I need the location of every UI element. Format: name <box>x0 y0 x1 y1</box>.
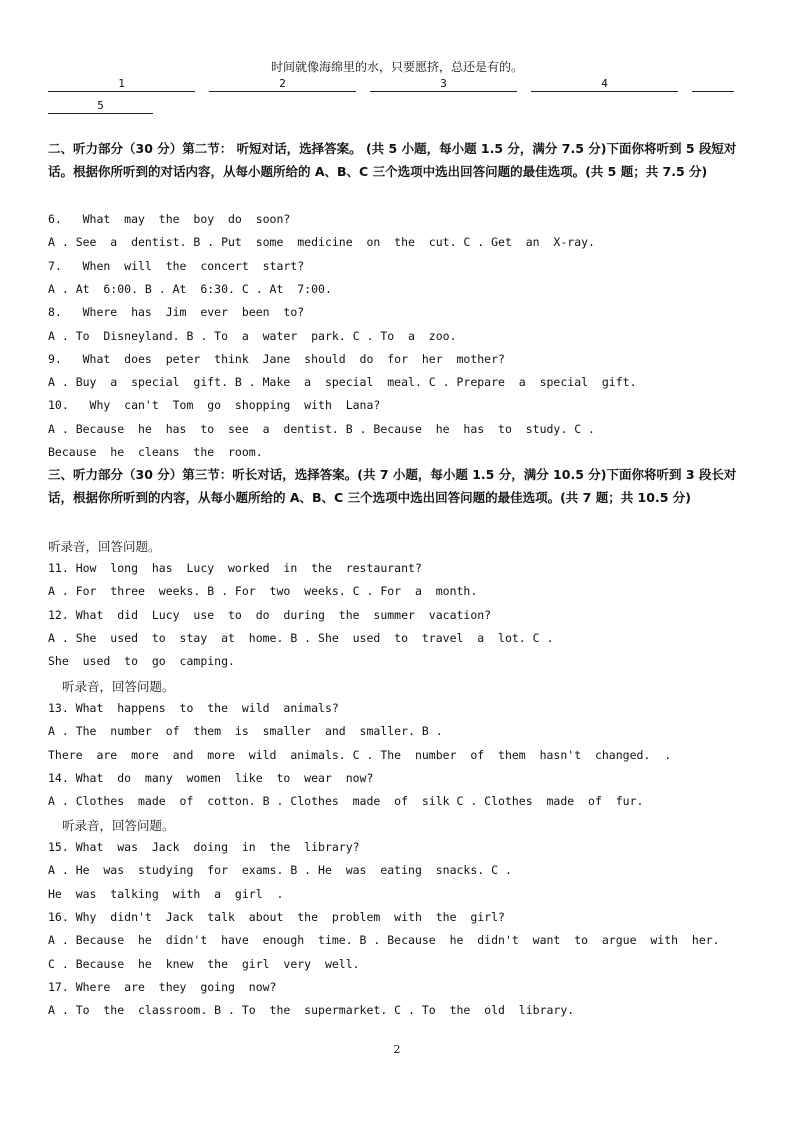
answer-blank-4-cont[interactable] <box>692 77 734 92</box>
answer-blank-2[interactable]: 2 <box>209 77 356 92</box>
question-line: 17. Where are they going now? <box>48 979 277 994</box>
question-line: There are more and more wild animals. C . The number of them hasn't changed. . <box>48 747 672 762</box>
question-line: A . Clothes made of cotton. B . Clothes made of silk C . Clothes made of fur. <box>48 794 644 809</box>
section-3-instructions: 三、听力部分（30 分）第三节：听长对话，选择答案。(共 7 小题，每小题 1.5 分，满分 10.5 分)下面你将听到 3 段长对话，根据你所听到的内容，从每小题所给的 A、B、C 三个选项中选出回答问题的最佳选项。(共 7 题；共 10.5 分) <box>48 467 737 505</box>
question-line: A . The number of them is smaller and smaller. B . <box>48 724 443 739</box>
question-line: A . Because he has to see a dentist. B . Because he has to study. C . <box>48 421 595 436</box>
question-line: He was talking with a girl . <box>48 886 284 901</box>
question-line: A . To Disneyland. B . To a water park. C . To a zoo. <box>48 328 457 343</box>
answer-blank-5[interactable]: 5 <box>48 99 153 114</box>
question-line: 8. Where has Jim ever been to? <box>48 305 305 320</box>
question-line: 9. What does peter think Jane should do for her mother? <box>48 351 505 366</box>
question-line: A . For three weeks. B . For two weeks. C . For a month. <box>48 584 478 599</box>
section-2-instructions: 二、听力部分（30 分）第二节： 听短对话，选择答案。 (共 5 小题，每小题 1.5 分，满分 7.5 分)下面你将听到 5 段短对话。根据你所听到的对话内容，从每小题所给的 A、B、C 三个选项中选出回答问题的最佳选项。(共 5 题；共 7.5 分) <box>48 141 737 179</box>
answer-blank-4[interactable]: 4 <box>531 77 678 92</box>
question-line: 15. What was Jack doing in the library? <box>48 840 360 854</box>
question-line: C . Because he knew the girl very well. <box>48 956 360 971</box>
listen-label-2: 听录音，回答问题。 <box>62 679 175 694</box>
question-line: A . Buy a special gift. B . Make a special meal. C . Prepare a special gift. <box>48 375 637 390</box>
question-line: A . He was studying for exams. B . He was eating snacks. C . <box>48 863 512 878</box>
question-line: 7. When will the concert start? <box>48 258 305 273</box>
question-line: 6. What may the boy do soon? <box>48 212 291 226</box>
question-line: 13. What happens to the wild animals? <box>48 701 339 715</box>
question-line: A . At 6:00. B . At 6:30. C . At 7:00. <box>48 281 332 296</box>
listen-label-1: 听录音，回答问题。 <box>48 539 161 554</box>
page-header-motto: 时间就像海绵里的水，只要愿挤，总还是有的。 <box>270 60 523 74</box>
question-line: A . See a dentist. B . Put some medicine on the cut. C . Get an X-ray. <box>48 235 595 250</box>
question-line: A . Because he didn't have enough time. B . Because he didn't want to argue with her. <box>48 933 720 948</box>
question-line: 12. What did Lucy use to do during the summer vacation? <box>48 607 492 622</box>
question-line: A . To the classroom. B . To the supermarket. C . To the old library. <box>48 1003 575 1018</box>
question-line: 11. How long has Lucy worked in the restaurant? <box>48 561 422 575</box>
answer-blank-1[interactable]: 1 <box>48 77 195 92</box>
question-line: 16. Why didn't Jack talk about the problem with the girl? <box>48 909 505 924</box>
question-line: Because he cleans the room. <box>48 445 263 459</box>
question-line: She used to go camping. <box>48 654 235 669</box>
question-line: 10. Why can't Tom go shopping with Lana? <box>48 398 381 413</box>
question-line: A . She used to stay at home. B . She used to travel a lot. C . <box>48 630 554 645</box>
question-line: 14. What do many women like to wear now? <box>48 770 374 785</box>
answer-blank-3[interactable]: 3 <box>370 77 517 92</box>
page-number: 2 <box>393 1043 401 1056</box>
listen-label-3: 听录音，回答问题。 <box>62 818 175 833</box>
